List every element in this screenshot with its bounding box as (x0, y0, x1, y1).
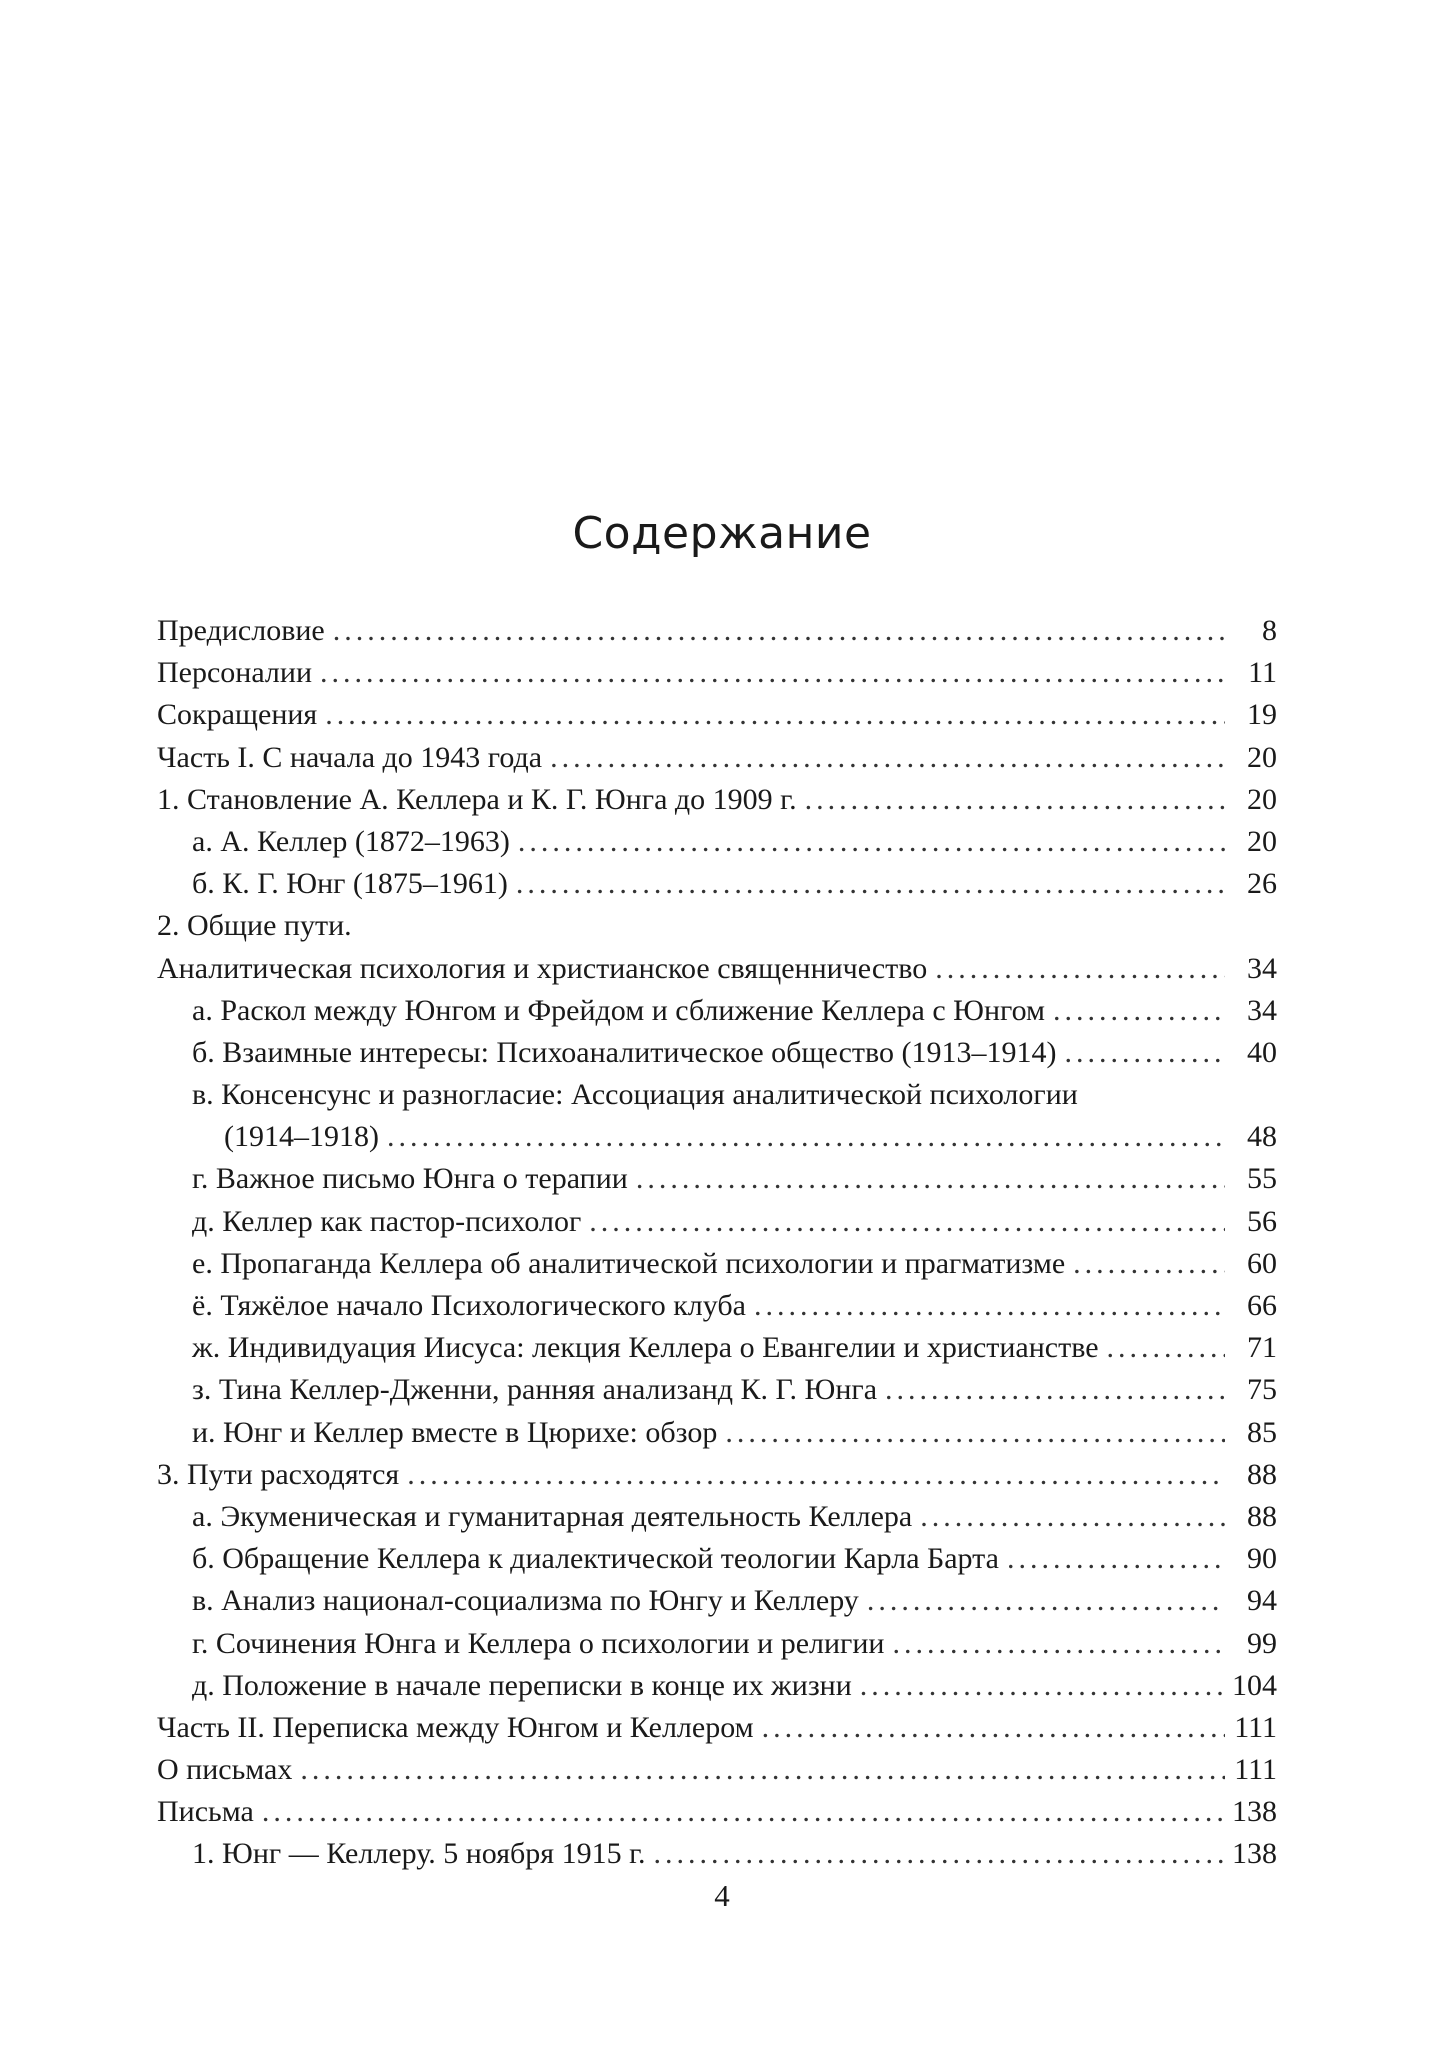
toc-entry-page: 104 (1232, 1668, 1277, 1702)
toc-entry (157, 1627, 1277, 1669)
toc-entry (157, 1416, 1277, 1458)
toc-leader-dots (860, 1669, 1224, 1703)
toc-entry-title: б. Обращение Келлера к диалектической теологии Карла Барта (192, 1542, 999, 1576)
toc-entry (157, 741, 1277, 783)
toc-leader-dots (387, 1120, 1225, 1154)
toc-entry-title: 1. Становление А. Келлера и К. Г. Юнга до 1909 г. (157, 782, 797, 816)
toc-entry (157, 909, 1277, 951)
toc-entry-page: 111 (1234, 1753, 1277, 1787)
toc-leader-dots (325, 698, 1225, 732)
toc-entry-page: 55 (1247, 1162, 1277, 1196)
toc-entry-page: 88 (1247, 1499, 1277, 1533)
toc-entry-page: 94 (1247, 1584, 1277, 1618)
toc-entry (157, 1500, 1277, 1542)
toc-entry-title: ж. Индивидуация Иисуса: лекция Келлера о Евангелии и христианстве (192, 1331, 1099, 1365)
toc-entry (157, 1711, 1277, 1753)
toc-entry-page: 20 (1247, 824, 1277, 858)
toc-leader-dots (516, 867, 1225, 901)
toc-entry-page: 99 (1247, 1626, 1277, 1660)
toc-leader-dots (805, 783, 1225, 817)
toc-entry (157, 1584, 1277, 1626)
toc-entry-title: в. Анализ национал-социализма по Юнгу и Келлеру (192, 1584, 859, 1618)
toc-entry-title: Сокращения (157, 698, 318, 732)
toc-leader-dots (885, 1373, 1225, 1407)
toc-entry (157, 994, 1277, 1036)
toc-entry-page: 20 (1247, 782, 1277, 816)
toc-entry (157, 1669, 1277, 1711)
toc-entry-page: 90 (1247, 1542, 1277, 1576)
table-of-contents (157, 614, 1277, 1880)
toc-entry-title: Письма (157, 1795, 254, 1829)
toc-entry-page: 48 (1247, 1120, 1277, 1154)
toc-leader-dots (867, 1584, 1225, 1618)
toc-entry-title: в. Консенсунс и разногласие: Ассоциация аналитической психологии (192, 1078, 1078, 1112)
toc-entry-page: 138 (1232, 1795, 1277, 1829)
toc-entry-page: 26 (1247, 867, 1277, 901)
toc-leader-dots (1007, 1542, 1225, 1576)
toc-leader-dots (589, 1205, 1225, 1239)
toc-entry-page: 56 (1247, 1204, 1277, 1238)
toc-entry-title: Часть II. Переписка между Юнгом и Келлером (157, 1710, 754, 1744)
toc-entry (157, 1753, 1277, 1795)
toc-entry (157, 867, 1277, 909)
toc-leader-dots (518, 825, 1225, 859)
page-title: Содержание (572, 508, 872, 559)
toc-entry-page: 71 (1247, 1331, 1277, 1365)
toc-entry-page: 19 (1247, 698, 1277, 732)
toc-leader-dots (1053, 994, 1225, 1028)
toc-entry (157, 1120, 1277, 1162)
toc-entry-title: г. Важное письмо Юнга о терапии (192, 1162, 628, 1196)
toc-entry (157, 1373, 1277, 1415)
toc-entry-title: 3. Пути расходятся (157, 1457, 400, 1491)
toc-entry (157, 656, 1277, 698)
toc-leader-dots (300, 1753, 1225, 1787)
toc-entry (157, 952, 1277, 994)
toc-leader-dots (920, 1500, 1225, 1534)
toc-entry (157, 825, 1277, 867)
toc-entry-page: 8 (1262, 614, 1277, 647)
toc-entry-title: а. А. Келлер (1872–1963) (192, 824, 510, 858)
toc-entry (157, 783, 1277, 825)
toc-leader-dots (762, 1711, 1225, 1745)
toc-entry-page: 20 (1247, 740, 1277, 774)
toc-entry-title: 1. Юнг — Келлеру. 5 ноября 1915 г. (192, 1837, 646, 1871)
toc-entry-page: 138 (1232, 1837, 1277, 1871)
toc-entry (157, 1331, 1277, 1373)
toc-entry (157, 1542, 1277, 1584)
toc-leader-dots (725, 1416, 1225, 1450)
page-number: 4 (714, 1878, 730, 1913)
toc-leader-dots (636, 1162, 1225, 1196)
toc-leader-dots (892, 1627, 1225, 1661)
toc-entry-title: ё. Тяжёлое начало Психологического клуба (192, 1289, 746, 1322)
toc-entry-title: б. Взаимные интересы: Психоаналитическое общество (1913–1914) (192, 1035, 1057, 1069)
toc-entry-page: 11 (1248, 656, 1277, 690)
toc-entry (157, 1247, 1277, 1289)
toc-entry-title: Предисловие (157, 614, 325, 647)
toc-leader-dots (654, 1837, 1224, 1871)
toc-entry (157, 1289, 1277, 1331)
toc-entry (157, 614, 1277, 656)
toc-entry-title: д. Келлер как пастор-психолог (192, 1204, 582, 1238)
toc-entry-title: д. Положение в начале переписки в конце их жизни (192, 1668, 852, 1702)
toc-leader-dots (1073, 1247, 1225, 1281)
toc-leader-dots (333, 614, 1225, 648)
toc-entry (157, 1837, 1277, 1879)
toc-entry-page: 40 (1247, 1035, 1277, 1069)
toc-entry (157, 1205, 1277, 1247)
toc-entry (157, 1036, 1277, 1078)
toc-entry (157, 1078, 1277, 1120)
toc-entry-title: и. Юнг и Келлер вместе в Цюрихе: обзор (192, 1415, 718, 1449)
toc-leader-dots (320, 656, 1225, 690)
toc-entry-title: 2. Общие пути. (157, 909, 352, 943)
toc-entry (157, 1162, 1277, 1204)
toc-entry-title: (1914–1918) (224, 1120, 379, 1154)
toc-entry-title: з. Тина Келлер-Дженни, ранняя анализанд К. Г. Юнга (192, 1373, 878, 1407)
toc-entry-title: О письмах (157, 1753, 293, 1787)
toc-entry-page: 60 (1247, 1246, 1277, 1280)
toc-entry-page: 34 (1247, 993, 1277, 1027)
toc-leader-dots (407, 1458, 1225, 1492)
toc-entry-title: б. К. Г. Юнг (1875–1961) (192, 867, 508, 901)
toc-entry-title: Персоналии (157, 656, 313, 690)
toc-leader-dots (935, 952, 1225, 986)
toc-entry-page: 75 (1247, 1373, 1277, 1407)
toc-entry (157, 698, 1277, 740)
toc-entry (157, 1458, 1277, 1500)
toc-entry-page: 66 (1247, 1289, 1277, 1322)
toc-entry-page: 85 (1247, 1415, 1277, 1449)
toc-leader-dots (1107, 1331, 1225, 1365)
toc-leader-dots (754, 1289, 1225, 1323)
toc-entry-title: г. Сочинения Юнга и Келлера о психологии и религии (192, 1626, 885, 1660)
toc-leader-dots (262, 1795, 1224, 1829)
toc-leader-dots (550, 741, 1225, 775)
toc-entry (157, 1795, 1277, 1837)
toc-entry-page: 111 (1234, 1710, 1277, 1744)
toc-leader-dots (1064, 1036, 1225, 1070)
toc-entry-page: 34 (1247, 951, 1277, 985)
toc-entry-title: Аналитическая психология и христианское священничество (157, 951, 928, 985)
toc-entry-title: е. Пропаганда Келлера об аналитической психологии и прагматизме (192, 1246, 1066, 1280)
toc-entry-title: а. Экуменическая и гуманитарная деятельность Келлера (192, 1499, 913, 1533)
toc-entry-page: 88 (1247, 1457, 1277, 1491)
toc-entry-title: Часть I. С начала до 1943 года (157, 740, 543, 774)
toc-entry-title: а. Раскол между Юнгом и Фрейдом и сближение Келлера с Юнгом (192, 993, 1045, 1027)
